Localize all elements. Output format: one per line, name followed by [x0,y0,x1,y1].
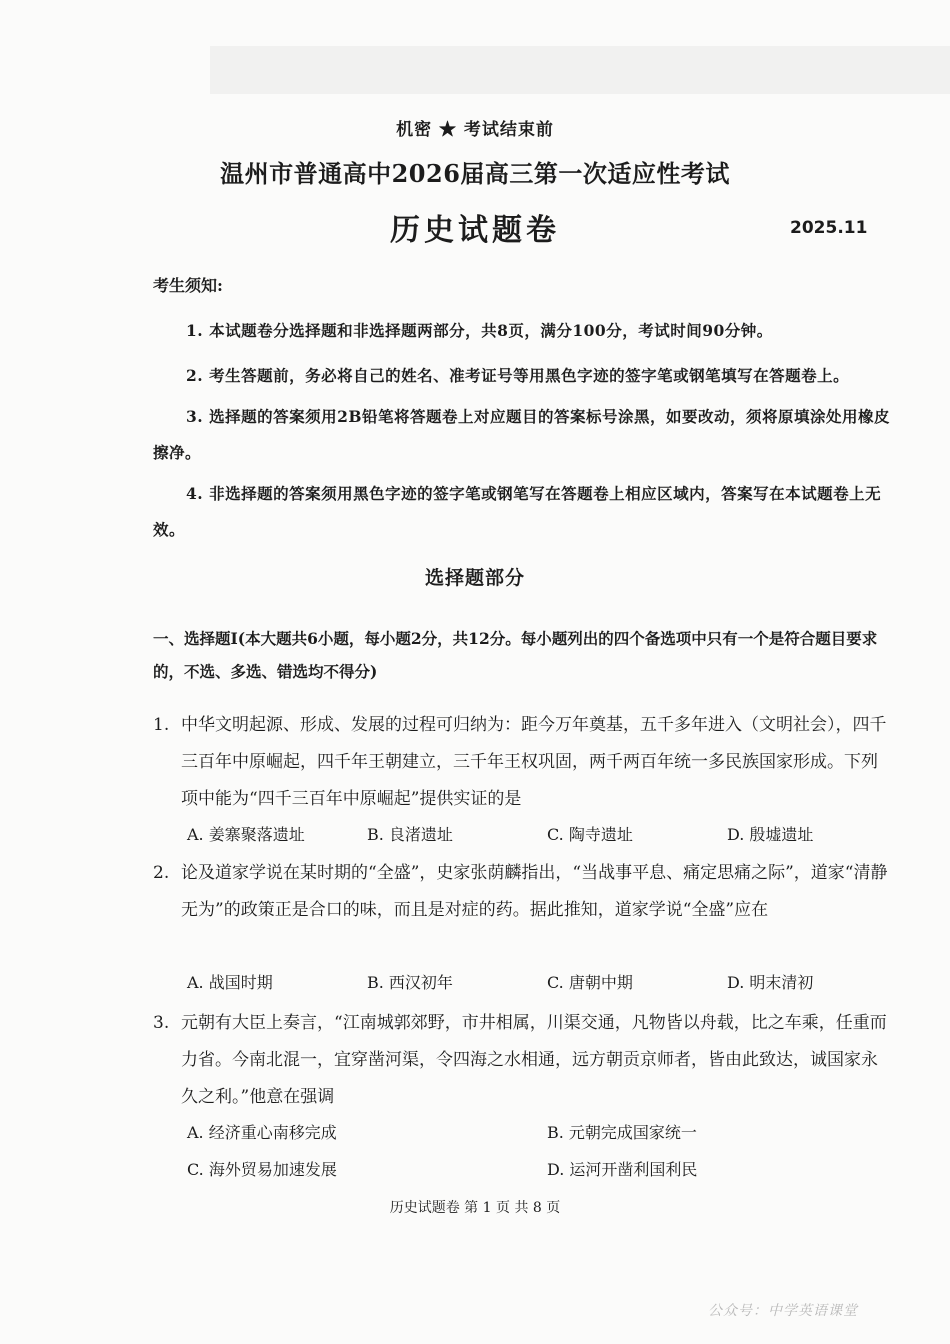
question-number: 1. [153,715,170,735]
section-instruction: 一、选择题Ⅰ(本大题共6小题，每小题2分，共12分。每小题列出的四个备选项中只有一个是符合题目要求的，不选、多选、错选均不得分) [153,629,878,681]
notice-heading: 考生须知: [153,276,223,295]
watermark: 公众号：中学英语课堂 [708,1303,858,1319]
option-b[interactable]: B. 元朝完成国家统一 [547,1123,697,1142]
notice-item-1 [153,313,891,349]
option-c[interactable]: C. 陶寺遗址 [547,825,633,844]
question-3 [153,1005,893,1116]
scan-shadow [210,46,950,94]
notice-item-2 [153,358,891,394]
option-c[interactable]: C. 唐朝中期 [547,973,633,992]
option-a[interactable]: A. 姜寨聚落遗址 [187,825,305,844]
question-number: 3. [153,1013,170,1033]
option-c[interactable]: C. 海外贸易加速发展 [187,1160,337,1179]
section-title: 选择题部分 [424,567,525,589]
question-1-options [187,822,887,852]
option-d[interactable]: D. 运河开凿利国利民 [547,1160,698,1179]
option-d[interactable]: D. 明末清初 [727,973,814,992]
question-text: 论及道家学说在某时期的“全盛”，史家张荫麟指出，“当战事平息、痛定思痛之际”，道家“清静无为”的政策正是合口的味，而且是对症的药。据此推知，道家学说“全盛”应在 [181,863,888,920]
exam-title: 温州市普通高中2026届高三第一次适应性考试 [220,159,730,188]
option-a[interactable]: A. 战国时期 [187,973,273,992]
question-2-options [187,970,887,1000]
notice-item-4 [153,476,891,548]
option-b[interactable]: B. 良渚遗址 [367,825,453,844]
notice-item-text: 1. 本试题卷分选择题和非选择题两部分，共8页，满分100分，考试时间90分钟。 [186,321,773,340]
notice-item-text: 4. 非选择题的答案须用黑色字迹的签字笔或钢笔写在答题卷上相应区域内，答案写在本试题卷上无效。 [153,484,882,539]
question-2 [153,855,893,929]
page-footer: 历史试题卷 第 1 页 共 8 页 [389,1200,561,1216]
question-text: 元朝有大臣上奏言，“江南城郭郊野，市井相属，川渠交通，凡物皆以舟载，比之车乘，任重而力省。今南北混一，宜穿凿河渠，令四海之水相通，远方朝贡京师者，皆由此致达，诚国家永久之利。”他意在强调 [181,1013,887,1107]
paper-title: 历史试题卷 [390,213,560,248]
notice-item-text: 3. 选择题的答案须用2B铅笔将答题卷上对应题目的答案标号涂黑，如要改动，须将原填涂处用橡皮擦净。 [153,407,890,462]
question-3-options-row-2 [187,1157,887,1187]
confidential-label: 机密 ★ 考试结束前 [396,120,554,140]
question-number: 2. [153,863,170,883]
option-a[interactable]: A. 经济重心南移完成 [187,1123,337,1142]
notice-item-3 [153,399,891,471]
option-b[interactable]: B. 西汉初年 [367,973,453,992]
exam-date: 2025.11 [790,218,868,238]
option-d[interactable]: D. 殷墟遗址 [727,825,814,844]
question-text: 中华文明起源、形成、发展的过程可归纳为：距今万年奠基，五千多年进入（文明社会），四千三百年中原崛起，四千年王朝建立，三千年王权巩固，两千两百年统一多民族国家形成。下列项中能为“四千三百年中原崛起”提供实证的是 [181,715,887,809]
notice-item-text: 2. 考生答题前，务必将自己的姓名、准考证号等用黑色字迹的签字笔或钢笔填写在答题卷上。 [186,366,850,385]
question-3-options-row-1 [187,1120,887,1150]
question-1 [153,707,893,818]
